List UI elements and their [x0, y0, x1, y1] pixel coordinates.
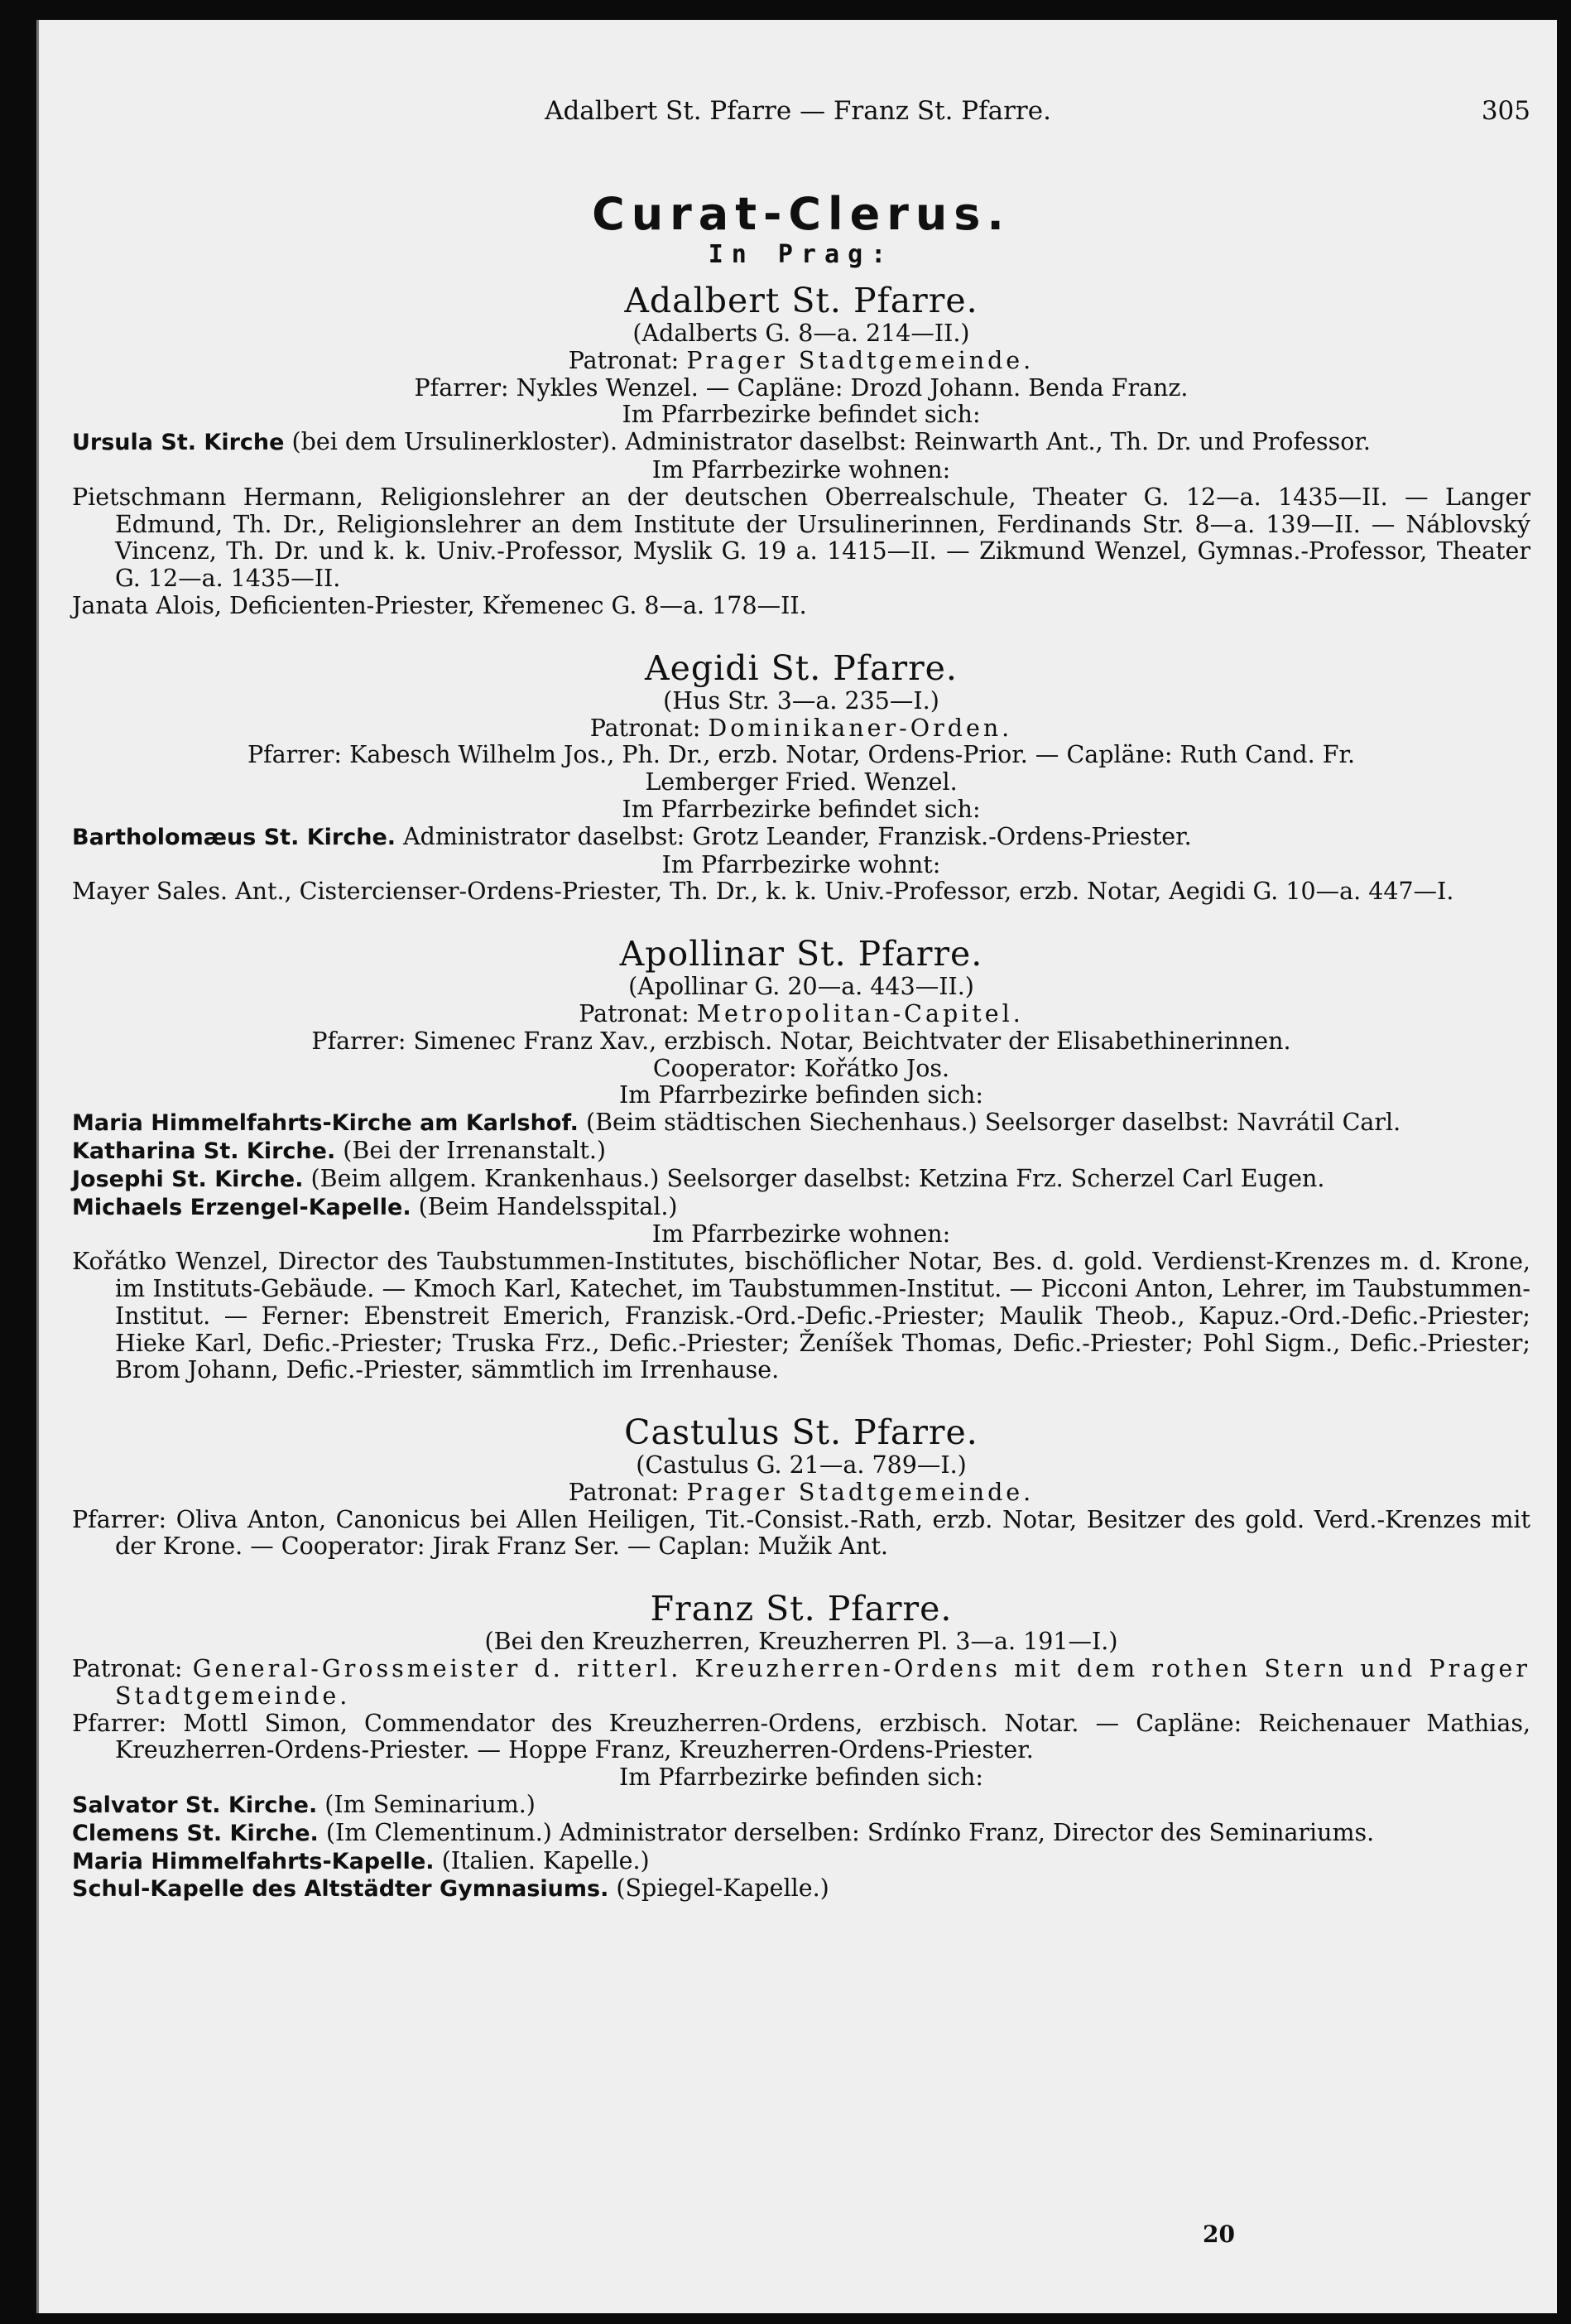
- church-name: Katharina St. Kirche.: [72, 1138, 336, 1164]
- section-heading: Aegidi St. Pfarre.: [645, 647, 958, 688]
- running-header: [39, 96, 1557, 137]
- section-heading: Apollinar St. Pfarre.: [619, 934, 983, 974]
- pfarrer-value: Simenec Franz Xav., erzbisch. Notar, Beichtvater der Elisabethinerinnen.: [413, 1027, 1291, 1055]
- pfarrer-label: Pfarrer:: [311, 1027, 406, 1055]
- patronat-value: Prager Stadtgemeinde.: [686, 1478, 1035, 1506]
- section-patronat: [72, 1656, 1530, 1711]
- church-text: (Beim Handelsspital.): [418, 1192, 678, 1220]
- church-text: (Spiegel-Kapelle.): [616, 1874, 829, 1903]
- church-entry: [72, 1109, 1530, 1138]
- church-text: (Bei der Irrenanstalt.): [343, 1136, 607, 1164]
- section-pfarrer: [72, 1028, 1530, 1056]
- pfarrer-label: Pfarrer:: [414, 373, 509, 402]
- befindet-heading: Im Pfarrbezirke befindet sich:: [622, 401, 981, 429]
- church-entry: [72, 1138, 1530, 1166]
- section-heading: Adalbert St. Pfarre.: [624, 281, 978, 320]
- befindet-heading: Im Pfarrbezirke befindet sich:: [622, 795, 981, 823]
- patronat-label: Patronat:: [72, 1655, 183, 1683]
- pfarrer-label: Pfarrer:: [72, 1505, 167, 1533]
- wohnen-heading: Im Pfarrbezirke wohnen:: [651, 455, 951, 484]
- section-castulus: [72, 1412, 1530, 1561]
- church-entry: [72, 824, 1530, 852]
- section-address: (Bei den Kreuzherren, Kreuzherren Pl. 3—a. 191—I.): [484, 1628, 1118, 1656]
- section-address: (Adalberts G. 8—a. 214—II.): [632, 320, 970, 347]
- patronat-value: Prager Stadtgemeinde.: [686, 346, 1035, 374]
- church-name: Michaels Erzengel-Kapelle.: [72, 1194, 411, 1220]
- section-patronat: [72, 1001, 1530, 1028]
- church-name: Schul-Kapelle des Altstädter Gymnasiums.: [72, 1876, 609, 1903]
- page-number: 305: [1481, 96, 1530, 126]
- section-pfarrer: [72, 742, 1530, 769]
- page-title: Curat-Clerus.: [592, 188, 1011, 240]
- church-entry: [72, 1820, 1530, 1848]
- patronat-label: Patronat:: [568, 346, 680, 374]
- wohnen-heading: Im Pfarrbezirke wohnen:: [651, 1220, 951, 1249]
- page-body: [72, 190, 1530, 1903]
- header-title: Adalbert St. Pfarre — Franz St. Pfarre.: [545, 96, 1051, 126]
- section-address: (Apollinar G. 20—a. 443—II.): [628, 973, 974, 1001]
- church-entry: [72, 1166, 1530, 1194]
- church-entry: [72, 1875, 1530, 1903]
- section-adalbert: [72, 281, 1530, 620]
- church-text: Administrator daselbst: Grotz Leander, Franzisk.-Ordens-Priester.: [403, 822, 1192, 850]
- section-address: (Castulus G. 21—a. 789—I.): [636, 1451, 967, 1480]
- church-entry: [72, 1194, 1530, 1222]
- wohnt-paragraph: Mayer Sales. Ant., Cistercienser-Ordens-Priester, Th. Dr., k. k. Univ.-Professor, erzb. Notar, Aegidi G. 10—a. 447—I.: [72, 878, 1454, 906]
- church-name: Bartholomæus St. Kirche.: [72, 824, 396, 850]
- church-name: Ursula St. Kirche: [72, 430, 285, 456]
- document-page: [36, 20, 1557, 2313]
- patronat-value: Metropolitan-Capitel.: [696, 999, 1024, 1027]
- church-name: Maria Himmelfahrts-Kapelle.: [72, 1848, 435, 1874]
- section-heading: Franz St. Pfarre.: [650, 1589, 953, 1629]
- patronat-label: Patronat:: [568, 1478, 680, 1506]
- pfarrer-value: Oliva Anton, Canonicus bei Allen Heiligen, Tit.-Consist.-Rath, erzb. Notar, Besitzer des gold. Verd.-Krenzes mit der Krone. — Cooperator: Jirak Franz Ser. — Caplan: Mužik Ant.: [115, 1505, 1531, 1561]
- church-text: (Im Seminarium.): [324, 1791, 536, 1819]
- section-pfarrer: [72, 1711, 1530, 1765]
- church-text: (Italien. Kapelle.): [441, 1846, 650, 1874]
- church-text: (Beim städtischen Siechenhaus.) Seelsorger daselbst: Navrátil Carl.: [585, 1109, 1401, 1137]
- church-name: Clemens St. Kirche.: [72, 1820, 319, 1846]
- church-entry: [72, 429, 1530, 457]
- pfarrer-value: Nykles Wenzel. — Capläne: Drozd Johann. Benda Franz.: [516, 373, 1189, 402]
- patronat-label: Patronat:: [589, 714, 701, 742]
- pfarrer-value: Kabesch Wilhelm Jos., Ph. Dr., erzb. Notar, Ordens-Prior. — Capläne: Ruth Cand. Fr.: [349, 741, 1356, 769]
- wohnt-heading: Im Pfarrbezirke wohnt:: [661, 850, 941, 878]
- wohnen-paragraph: Kořátko Wenzel, Director des Taubstummen-Institutes, bischöflicher Notar, Bes. d. gold. Verdienst-Krenzes m. d. Krone, im Instituts-Gebäude. — Kmoch Karl, Katechet, im Taubstummen-Institut. — Picconi Anton, Lehrer, im Taubstummen-Institut. — Ferner: Ebenstreit Emerich, Franzisk.-Ord.-Defic.-Priester; Maulik Theob., Kapuz.-Ord.-Defic.-Priester; Hieke Karl, Defic.-Priester; Truska Frz., Defic.-Priester; Ženíšek Thomas, Defic.-Priester; Pohl Sigm., Defic.-Priester; Brom Johann, Defic.-Priester, sämmtlich im Irrenhause.: [72, 1248, 1530, 1384]
- pfarrer-label: Pfarrer:: [247, 741, 343, 769]
- church-name: Salvator St. Kirche.: [72, 1792, 318, 1819]
- section-pfarrer: [72, 375, 1530, 402]
- pfarrer-value: Mottl Simon, Commendator des Kreuzherren-Ordens, erzbisch. Notar. — Capläne: Reichenauer Mathias, Kreuzherren-Ordens-Priester. — Hoppe Franz, Kreuzherren-Ordens-Priester.: [115, 1709, 1531, 1764]
- section-patronat: [72, 1480, 1530, 1507]
- section-pfarrer-2: Lemberger Fried. Wenzel.: [645, 768, 958, 796]
- section-cooperator: Cooperator: Kořátko Jos.: [652, 1054, 950, 1082]
- church-name: Josephi St. Kirche.: [72, 1166, 304, 1192]
- church-entry: [72, 1848, 1530, 1876]
- church-text: (bei dem Ursulinerkloster). Administrator daselbst: Reinwarth Ant., Th. Dr. und Professor.: [291, 428, 1371, 456]
- page-subtitle: In Prag:: [708, 240, 895, 269]
- pfarrer-label: Pfarrer:: [72, 1709, 167, 1737]
- church-text: (Beim allgem. Krankenhaus.) Seelsorger daselbst: Ketzina Frz. Scherzel Carl Eugen.: [310, 1164, 1325, 1192]
- section-address: (Hus Str. 3—a. 235—I.): [663, 686, 939, 715]
- section-apollinar: [72, 934, 1530, 1384]
- befinden-heading: Im Pfarrbezirke befinden sich:: [618, 1081, 984, 1109]
- befinden-heading: Im Pfarrbezirke befinden sich:: [618, 1763, 984, 1792]
- church-entry: [72, 1792, 1530, 1820]
- patronat-label: Patronat:: [579, 999, 689, 1027]
- section-franz: [72, 1589, 1530, 1903]
- church-text: (Im Clementinum.) Administrator derselben: Srdínko Franz, Director des Seminariums.: [325, 1818, 1375, 1846]
- wohnen-paragraph: Pietschmann Hermann, Religionslehrer an der deutschen Oberrealschule, Theater G. 12—a. 1435—II. — Langer Edmund, Th. Dr., Religionslehrer an dem Institute der Ursulinerinnen, Ferdinands Str. 8—a. 139—II. — Náblovský Vincenz, Th. Dr. und k. k. Univ.-Professor, Myslik G. 19 a. 1415—II. — Zikmund Wenzel, Gymnas.-Professor, Theater G. 12—a. 1435—II.: [72, 483, 1530, 593]
- patronat-value: General-Grossmeister d. ritterl. Kreuzherren-Ordens mit dem rothen Stern und Prager Stadtgemeinde.: [115, 1655, 1530, 1710]
- church-name: Maria Himmelfahrts-Kirche am Karlshof.: [72, 1110, 579, 1137]
- section-patronat: [72, 348, 1530, 375]
- section-aegidi: [72, 648, 1530, 906]
- patronat-value: Dominikaner-Orden.: [708, 714, 1013, 742]
- section-patronat: [72, 715, 1530, 743]
- wohnen-paragraph-2: Janata Alois, Deficienten-Priester, Křemenec G. 8—a. 178—II.: [72, 591, 807, 619]
- section-pfarrer: [72, 1507, 1530, 1561]
- signature-mark: 20: [1203, 2221, 1235, 2248]
- section-heading: Castulus St. Pfarre.: [624, 1412, 978, 1453]
